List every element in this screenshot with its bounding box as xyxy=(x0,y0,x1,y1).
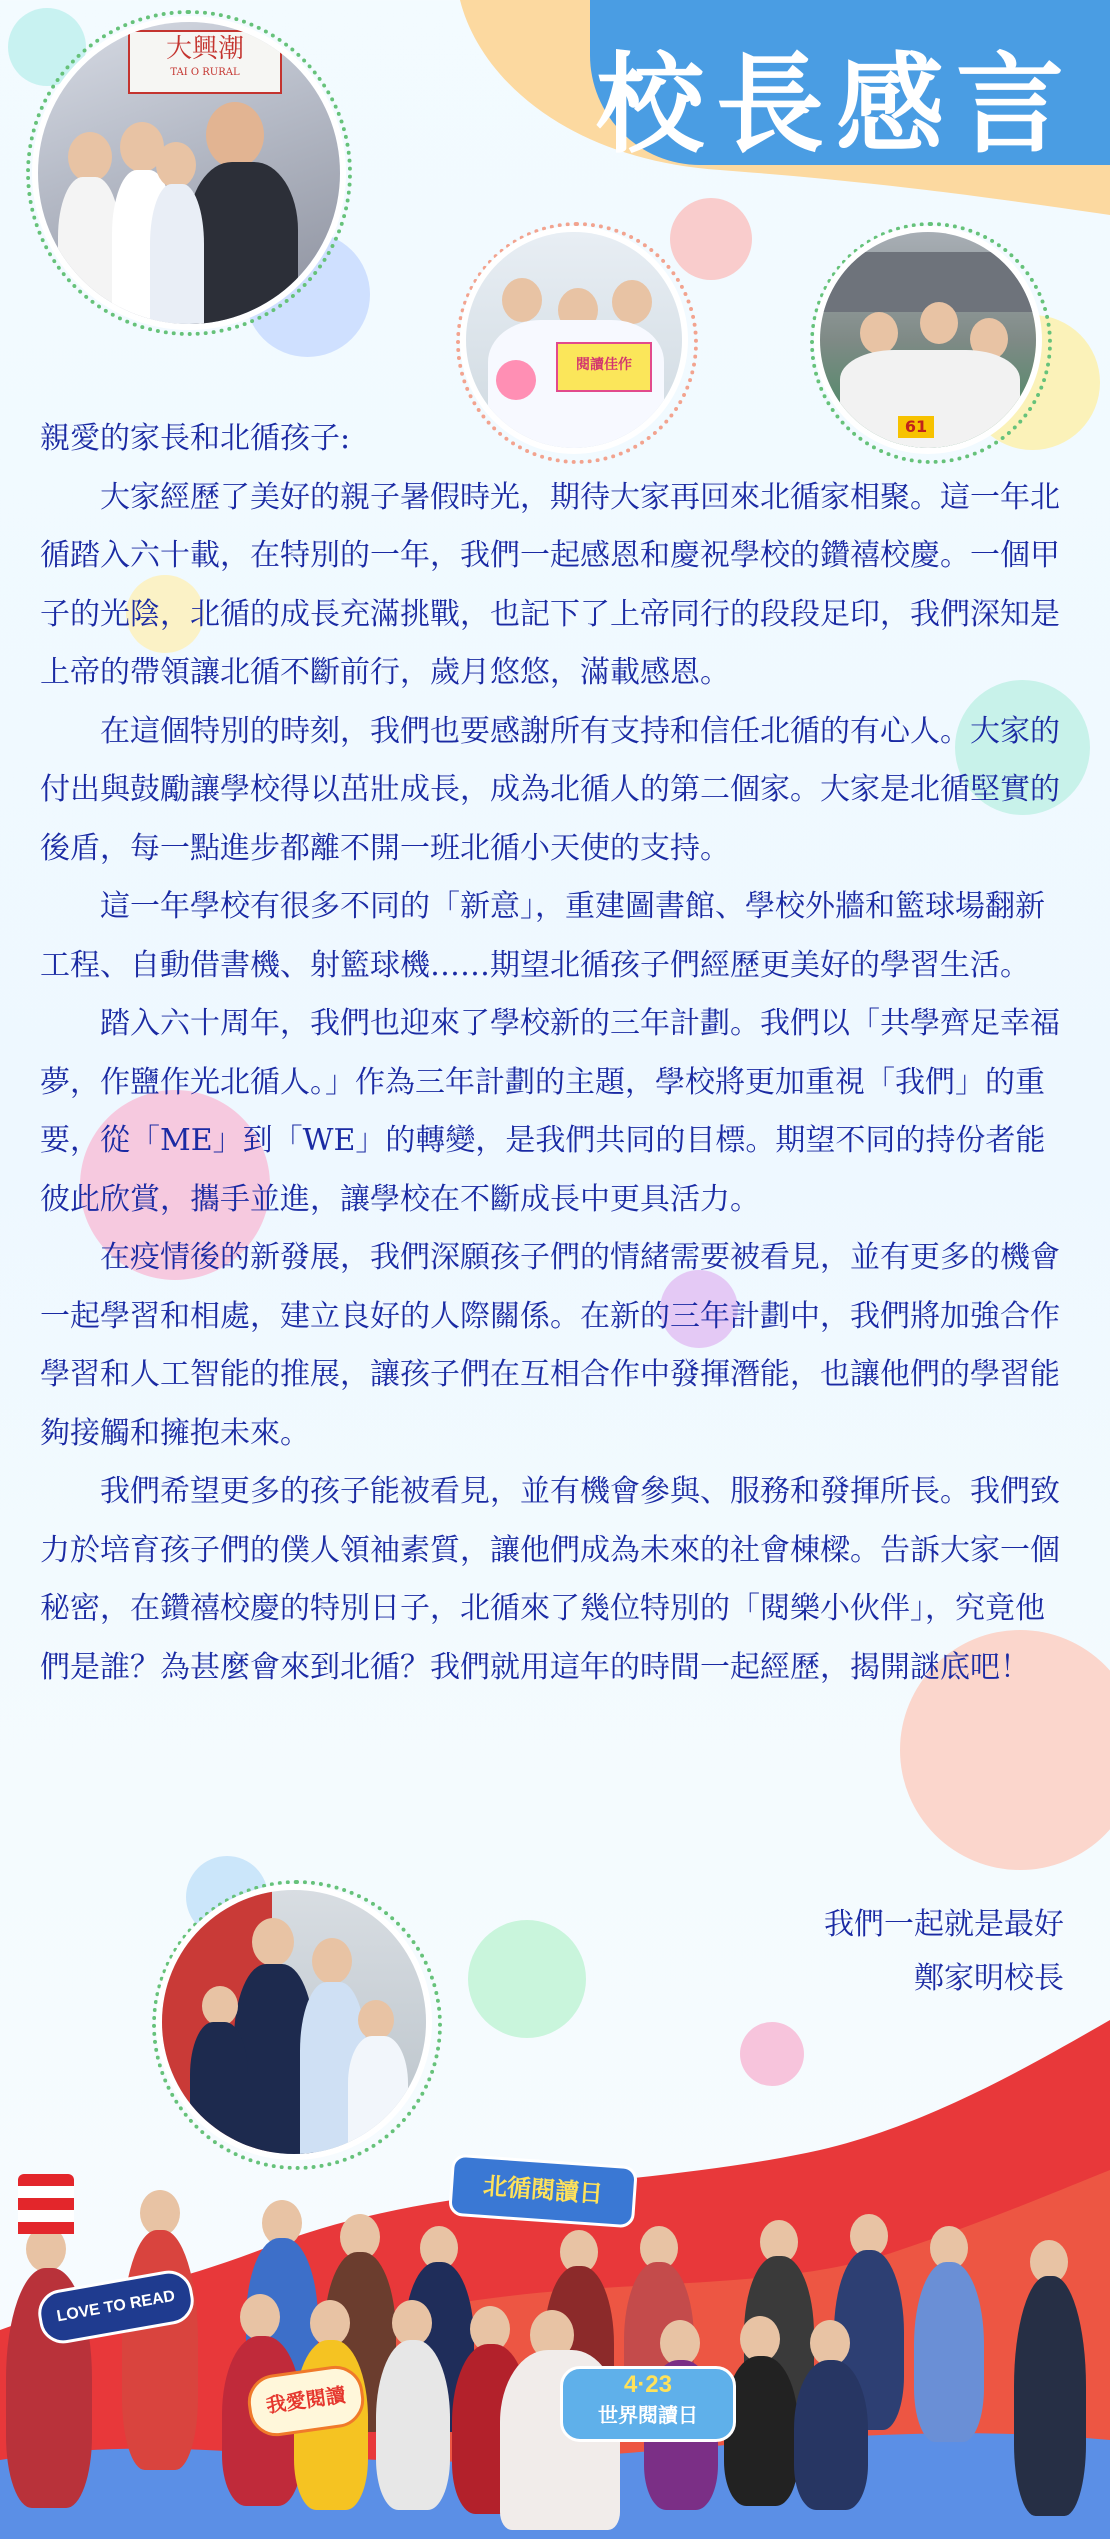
person-costume xyxy=(794,2360,868,2510)
principal-letter xyxy=(40,410,1072,1697)
person-head xyxy=(206,102,264,168)
person-head xyxy=(156,142,196,188)
artwork-flower xyxy=(496,360,536,400)
person-head xyxy=(252,1918,294,1966)
i-love-reading-sign: 我愛閱讀 xyxy=(244,2362,367,2440)
person-costume xyxy=(914,2262,984,2442)
person-head xyxy=(312,1938,352,1984)
artwork-board: 閱讀佳作 xyxy=(556,342,652,392)
person-head xyxy=(68,132,112,182)
letter-paragraph: 踏入六十周年，我們也迎來了學校新的三年計劃。我們以「共學齊足幸福夢，作鹽作光北循人。」作為三年計劃的主題，學校將更加重視「我們」的重要，從「ME」到「WE」的轉變，是我們共同的目標。期望不同的持份者能彼此欣賞，攜手並進，讓學校在不斷成長中更具活力。 xyxy=(40,1006,1060,1217)
letter-salutation: 親愛的家長和北循孩子: xyxy=(40,421,351,456)
letter-signoff xyxy=(824,1898,1064,2006)
shop-sign: 大興潮 TAI O RURAL xyxy=(128,30,282,94)
reading-day-sign: 北循閱讀日 xyxy=(448,2154,638,2229)
love-to-read-sign: LOVE TO READ xyxy=(34,2267,197,2347)
reading-day-date: 4·23 xyxy=(623,2371,673,2398)
person-body xyxy=(188,162,298,324)
cat-hat xyxy=(18,2174,74,2234)
letter-paragraph: 我們希望更多的孩子能被看見，並有機會參與、服務和發揮所長。我們致力於培育孩子們的僕人領袖素質，讓他們成為未來的社會棟樑。告訴大家一個秘密，在鑽禧校慶的特別日子，北循來了幾位特別的「閱樂小伙伴」，究竟他們是誰？為甚麼會來到北循？我們就用這年的時間一起經歷，揭開謎底吧！ xyxy=(40,1474,1060,1685)
person-head xyxy=(612,280,652,324)
letter-paragraph: 在這個特別的時刻，我們也要感謝所有支持和信任北循的有心人。大家的付出與鼓勵讓學校得以茁壯成長，成為北循人的第二個家。大家是北循堅實的後盾，每一點進步都離不開一班北循小天使的支持。 xyxy=(40,713,1060,866)
person-head xyxy=(240,2294,280,2340)
world-reading-day-label: 世界閱讀日 xyxy=(598,2405,698,2427)
person-costume xyxy=(376,2340,450,2510)
signoff-motto: 我們一起就是最好 xyxy=(824,1907,1064,1942)
page-title: 校長感言 xyxy=(595,42,1076,168)
world-reading-day-sign xyxy=(560,2366,736,2442)
letter-paragraph: 大家經歷了美好的親子暑假時光，期待大家再回來北循家相聚。這一年北循踏入六十載，在特別的一年，我們一起感恩和慶祝學校的鑽禧校慶。一個甲子的光陰，北循的成長充滿挑戰，也記下了上帝同行的段段足印，我們深知是上帝的帶領讓北循不斷前行，歲月悠悠，滿載感恩。 xyxy=(40,479,1060,690)
person-costume xyxy=(724,2356,798,2506)
reading-day-group-photo xyxy=(0,2130,1110,2539)
person-body xyxy=(58,177,120,324)
person-body xyxy=(150,184,204,324)
signoff-signature: 鄭家明校長 xyxy=(914,1961,1064,1996)
scoreboard-label: 61 xyxy=(898,416,934,438)
selfie-photo xyxy=(38,22,340,324)
person-head xyxy=(860,312,898,354)
person-costume xyxy=(122,2230,198,2470)
person-head xyxy=(502,278,542,322)
stand xyxy=(820,252,1036,312)
person-costume xyxy=(1014,2276,1086,2516)
letter-paragraph: 在疫情後的新發展，我們深願孩子們的情緒需要被看見，並有更多的機會一起學習和相處，建立良好的人際關係。在新的三年計劃中，我們將加強合作學習和人工智能的推展，讓孩子們在互相合作中發揮潛能，也讓他們的學習能夠接觸和擁抱未來。 xyxy=(40,1240,1060,1451)
letter-paragraph: 這一年學校有很多不同的「新意」，重建圖書館、學校外牆和籃球場翻新工程、自動借書機、射籃球機……期望北循孩子們經歷更美好的學習生活。 xyxy=(40,889,1045,983)
person-head xyxy=(920,302,958,344)
